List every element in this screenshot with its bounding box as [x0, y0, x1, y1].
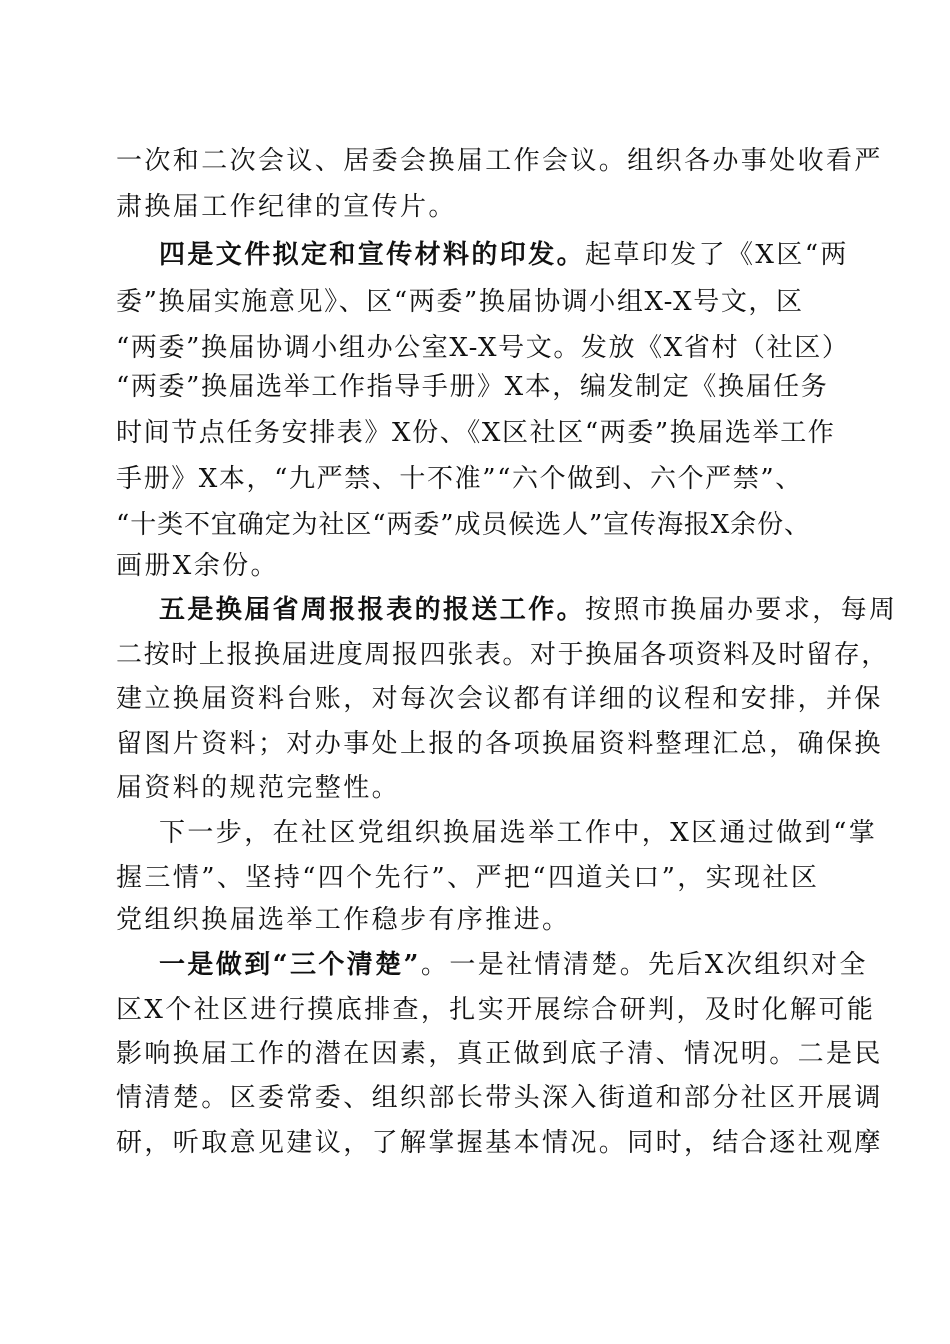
body-text-line: 建立换届资料台账，对每次会议都有详细的议程和安排，并保	[116, 684, 883, 714]
body-text: 按照市换届办要求，每周	[585, 595, 898, 625]
paragraph-first-line: 下一步，在社区党组织换届选举工作中，X区通过做到“掌	[159, 818, 878, 848]
body-text-line: 留图片资料；对办事处上报的各项换届资料整理汇总，确保换	[116, 729, 883, 759]
body-text-line: 区X个社区进行摸底排查，扎实开展综合研判，及时化解可能	[116, 995, 876, 1025]
body-text-line: 情清楚。区委常委、组织部长带头深入街道和部分社区开展调	[116, 1083, 883, 1113]
body-text-line: 党组织换届选举工作稳步有序推进。	[116, 905, 571, 935]
body-text-line: 影响换届工作的潜在因素，真正做到底子清、情况明。二是民	[116, 1039, 883, 1069]
body-text-line: 一次和二次会议、居委会换届工作会议。组织各办事处收看严	[116, 146, 883, 176]
body-text-line: 时间节点任务安排表》X份、《X区社区“两委”换届选举工作	[116, 418, 836, 448]
body-text-line: 委”换届实施意见》、区“两委”换届协调小组X-X号文，区	[116, 287, 804, 317]
body-text: 起草印发了《X区“两	[585, 240, 849, 270]
section-heading: 一是做到“三个清楚”	[159, 950, 421, 980]
body-text-line: “两委”换届协调小组办公室X-X号文。发放《X省村（社区）	[116, 333, 850, 363]
body-text-line: 届资料的规范完整性。	[116, 773, 401, 803]
body-text-line: “两委”换届选举工作指导手册》X本，编发制定《换届任务	[116, 372, 829, 402]
paragraph-first-line	[159, 942, 899, 988]
body-text-line: 二按时上报换届进度周报四张表。对于换届各项资料及时留存，	[116, 640, 889, 670]
section-heading: 五是换届省周报报表的报送工作。	[159, 595, 586, 625]
body-text-line: 肃换届工作纪律的宣传片。	[116, 192, 457, 222]
body-text-line: 画册X余份。	[116, 551, 279, 581]
paragraph-first-line	[159, 587, 899, 633]
body-text-line: 研，听取意见建议，了解掌握基本情况。同时，结合逐社观摩	[116, 1128, 883, 1158]
body-text-line: 手册》X本，“九严禁、十不准”“六个做到、六个严禁”、	[116, 464, 803, 494]
body-text-line: 握三情”、坚持“四个先行”、严把“四道关口”，实现社区	[116, 863, 820, 893]
section-heading: 四是文件拟定和宣传材料的印发。	[159, 240, 586, 270]
body-text-line: “十类不宜确定为社区“两委”成员候选人”宣传海报X余份、	[116, 510, 811, 540]
body-text: 。一是社情清楚。先后X次组织对全	[420, 950, 868, 980]
paragraph-first-line	[159, 232, 899, 278]
